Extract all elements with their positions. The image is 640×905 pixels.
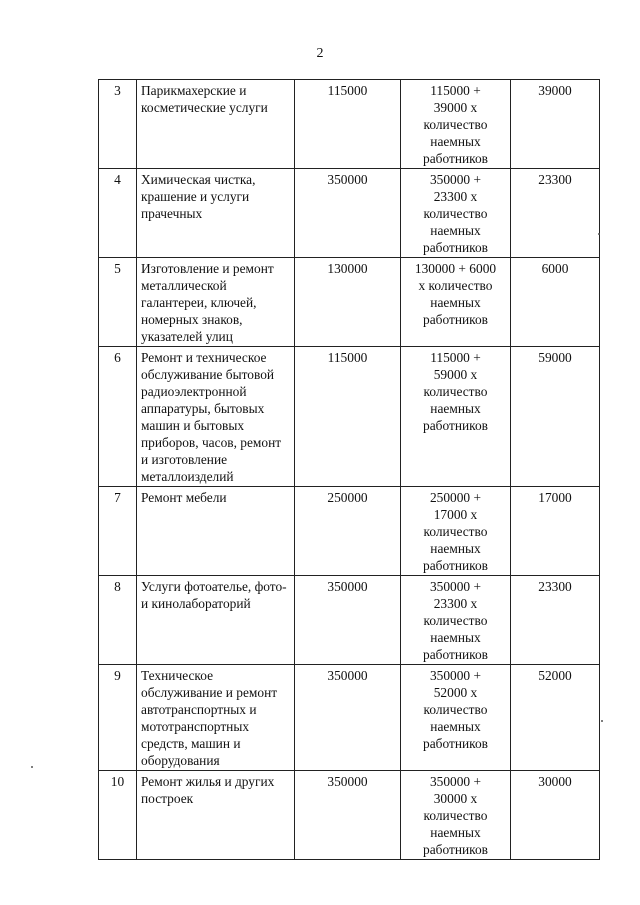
base-amount-cell: 350000 bbox=[295, 576, 401, 665]
formula-line: 250000 + bbox=[429, 490, 482, 505]
service-name-cell: Ремонт жилья и других построек bbox=[137, 771, 295, 860]
page-number: 2 bbox=[316, 46, 324, 61]
formula-line: работников bbox=[423, 151, 488, 166]
formula-line: количество bbox=[423, 384, 488, 399]
row-number-cell: 8 bbox=[99, 576, 137, 665]
row-number-cell: 10 bbox=[99, 771, 137, 860]
base-amount-cell: 350000 bbox=[295, 169, 401, 258]
formula-line: 350000 + bbox=[429, 774, 482, 789]
rate-per-worker-cell: 23300 bbox=[511, 169, 600, 258]
rate-per-worker-cell: 39000 bbox=[511, 80, 600, 169]
table-row bbox=[99, 169, 600, 258]
service-name-cell: Услуги фотоателье, фото- и кинолабораторий bbox=[137, 576, 295, 665]
scan-speck bbox=[601, 720, 603, 722]
service-name-cell: Техническое обслуживание и ремонт автотранспортных и мототранспортных средств, машин и оборудования bbox=[137, 665, 295, 771]
base-amount-cell: 350000 bbox=[295, 665, 401, 771]
formula-line: количество bbox=[423, 524, 488, 539]
table-row bbox=[99, 347, 600, 487]
service-name-cell: Изготовление и ремонт металлической галантереи, ключей, номерных знаков, указателей улиц bbox=[137, 258, 295, 347]
formula-line: 17000 х bbox=[433, 507, 478, 522]
formula-line: наемных bbox=[430, 134, 481, 149]
formula-line: 59000 х bbox=[433, 367, 478, 382]
formula-line: работников bbox=[423, 418, 488, 433]
formula-line: наемных bbox=[430, 223, 481, 238]
service-name-cell: Парикмахерские и косметические услуги bbox=[137, 80, 295, 169]
formula-line: 350000 + bbox=[429, 172, 482, 187]
formula-cell bbox=[401, 258, 511, 347]
rate-per-worker-cell: 52000 bbox=[511, 665, 600, 771]
row-number-cell: 3 bbox=[99, 80, 137, 169]
table-row bbox=[99, 487, 600, 576]
row-number-cell: 4 bbox=[99, 169, 137, 258]
formula-line: количество bbox=[423, 206, 488, 221]
formula-line: работников bbox=[423, 240, 488, 255]
rate-per-worker-cell: 6000 bbox=[511, 258, 600, 347]
service-name-cell: Химическая чистка, крашение и услуги прачечных bbox=[137, 169, 295, 258]
rate-per-worker-cell: 59000 bbox=[511, 347, 600, 487]
formula-line: наемных bbox=[430, 719, 481, 734]
formula-cell bbox=[401, 169, 511, 258]
formula-line: 130000 + 6000 bbox=[414, 261, 497, 276]
row-number-cell: 6 bbox=[99, 347, 137, 487]
formula-line: работников bbox=[423, 558, 488, 573]
formula-line: наемных bbox=[430, 630, 481, 645]
formula-cell bbox=[401, 665, 511, 771]
formula-cell bbox=[401, 487, 511, 576]
formula-cell bbox=[401, 576, 511, 665]
formula-line: наемных bbox=[430, 541, 481, 556]
formula-cell bbox=[401, 80, 511, 169]
formula-cell bbox=[401, 771, 511, 860]
formula-line: количество bbox=[423, 613, 488, 628]
formula-line: наемных bbox=[430, 825, 481, 840]
rate-per-worker-cell: 17000 bbox=[511, 487, 600, 576]
rate-per-worker-cell: 23300 bbox=[511, 576, 600, 665]
formula-cell bbox=[401, 347, 511, 487]
row-number-cell: 9 bbox=[99, 665, 137, 771]
base-amount-cell: 130000 bbox=[295, 258, 401, 347]
formula-line: работников bbox=[423, 312, 488, 327]
formula-line: 30000 х bbox=[433, 791, 478, 806]
formula-line: 52000 х bbox=[433, 685, 478, 700]
table-row bbox=[99, 576, 600, 665]
formula-line: 350000 + bbox=[429, 668, 482, 683]
formula-line: 115000 + bbox=[430, 83, 481, 98]
formula-line: работников bbox=[423, 647, 488, 662]
scan-speck bbox=[31, 766, 33, 768]
formula-line: наемных bbox=[430, 295, 481, 310]
formula-line: количество bbox=[423, 702, 488, 717]
table-row bbox=[99, 771, 600, 860]
formula-line: 115000 + bbox=[430, 350, 481, 365]
row-number-cell: 5 bbox=[99, 258, 137, 347]
service-name-cell: Ремонт и техническое обслуживание бытовой радиоэлектронной аппаратуры, бытовых машин и бытовых приборов, часов, ремонт и изготовление металлоизделий bbox=[137, 347, 295, 487]
scan-speck bbox=[598, 233, 600, 235]
base-amount-cell: 350000 bbox=[295, 771, 401, 860]
formula-line: 39000 х bbox=[433, 100, 478, 115]
formula-line: 23300 х bbox=[433, 189, 478, 204]
formula-line: х количество bbox=[418, 278, 493, 293]
base-amount-cell: 250000 bbox=[295, 487, 401, 576]
base-amount-cell: 115000 bbox=[295, 80, 401, 169]
formula-line: количество bbox=[423, 117, 488, 132]
services-table bbox=[98, 79, 600, 860]
formula-line: работников bbox=[423, 736, 488, 751]
formula-line: количество bbox=[423, 808, 488, 823]
table-body bbox=[99, 80, 600, 860]
table-row bbox=[99, 80, 600, 169]
rate-per-worker-cell: 30000 bbox=[511, 771, 600, 860]
table-row bbox=[99, 665, 600, 771]
service-name-cell: Ремонт мебели bbox=[137, 487, 295, 576]
row-number-cell: 7 bbox=[99, 487, 137, 576]
formula-line: наемных bbox=[430, 401, 481, 416]
base-amount-cell: 115000 bbox=[295, 347, 401, 487]
formula-line: работников bbox=[423, 842, 488, 857]
formula-line: 350000 + bbox=[429, 579, 482, 594]
formula-line: 23300 х bbox=[433, 596, 478, 611]
table-row bbox=[99, 258, 600, 347]
